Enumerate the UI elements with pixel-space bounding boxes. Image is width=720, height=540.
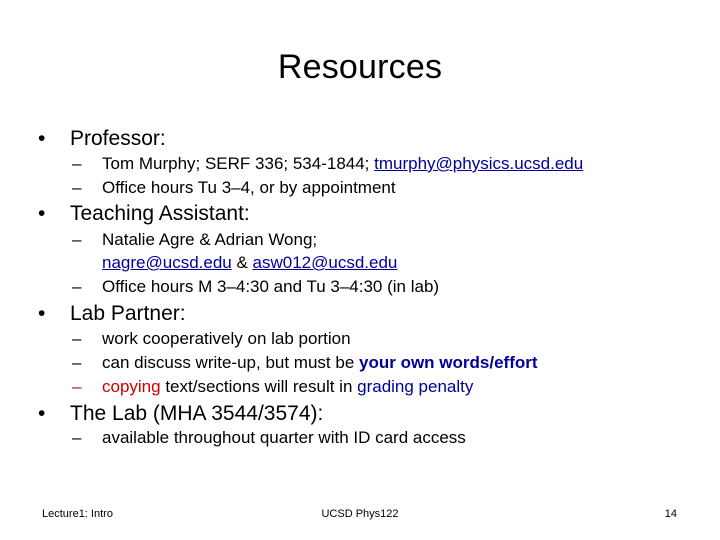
footer-course: UCSD Phys122 — [321, 508, 399, 520]
lab-partner-text-1: work cooperatively on lab portion — [102, 329, 351, 348]
bullet-icon: • — [38, 402, 46, 425]
lab-partner-emphasis: your own words/effort — [359, 353, 538, 372]
lab-partner-line-3 — [72, 376, 473, 398]
dash-icon: – — [72, 178, 82, 197]
professor-contact-line — [72, 153, 583, 175]
ta-names-text: Natalie Agre & Adrian Wong; — [102, 230, 318, 249]
lab-partner-text-2: can discuss write-up, but must be — [102, 353, 360, 372]
lab-partner-penalty: grading penalty — [357, 377, 474, 396]
dash-icon: – — [72, 428, 82, 447]
dash-icon: – — [72, 277, 82, 296]
ta-email-link-1[interactable]: nagre@ucsd.edu — [102, 253, 232, 272]
professor-bullet — [38, 126, 166, 152]
lab-access-line — [72, 427, 466, 449]
dash-icon: – — [72, 329, 82, 348]
lab-bullet — [38, 401, 323, 427]
ta-email-separator: & — [231, 253, 253, 272]
lab-partner-text-3: text/sections will result in — [160, 377, 358, 396]
professor-hours-text: Office hours Tu 3–4, or by appointment — [102, 178, 396, 197]
ta-emails-line — [102, 252, 397, 274]
bullet-icon: • — [38, 302, 46, 325]
lab-partner-heading: Lab Partner: — [70, 302, 186, 325]
professor-email-link[interactable]: tmurphy@physics.ucsd.edu — [374, 154, 584, 173]
dash-icon: – — [72, 353, 82, 372]
bullet-icon: • — [38, 202, 46, 225]
lab-heading: The Lab (MHA 3544/3574): — [70, 402, 324, 425]
lab-partner-bullet — [38, 301, 186, 327]
professor-contact-text: Tom Murphy; SERF 336; 534-1844; — [102, 154, 375, 173]
dash-icon: – — [72, 377, 82, 396]
ta-hours-line — [72, 276, 439, 298]
dash-icon: – — [72, 154, 82, 173]
ta-hours-text: Office hours M 3–4:30 and Tu 3–4:30 (in lab) — [102, 277, 440, 296]
ta-bullet — [38, 201, 250, 227]
ta-email-link-2[interactable]: asw012@ucsd.edu — [252, 253, 398, 272]
slide-title: Resources — [277, 48, 443, 86]
ta-names-line — [72, 229, 317, 251]
footer-page-number: 14 — [664, 508, 677, 520]
footer-lecture: Lecture1: Intro — [42, 508, 113, 520]
lab-access-text: available throughout quarter with ID card access — [102, 428, 466, 447]
bullet-icon: • — [38, 127, 46, 150]
professor-hours-line — [72, 177, 396, 199]
dash-icon: – — [72, 230, 82, 249]
ta-heading: Teaching Assistant: — [70, 202, 250, 225]
professor-heading: Professor: — [70, 127, 166, 150]
lab-partner-copying: copying — [102, 377, 161, 396]
lab-partner-line-2 — [72, 352, 538, 374]
lab-partner-line-1 — [72, 328, 351, 350]
